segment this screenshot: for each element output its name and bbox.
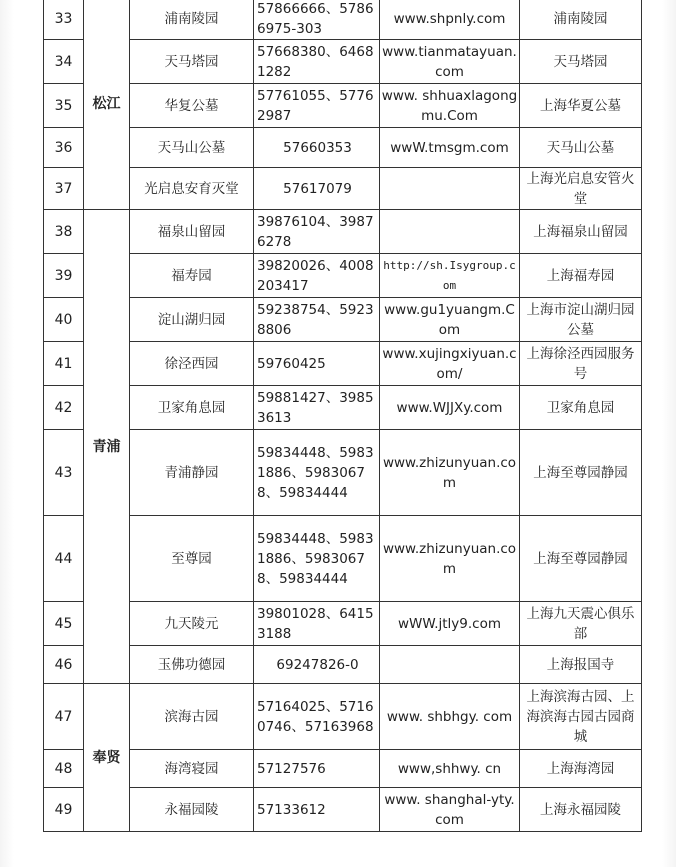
phone-cell: 39820026、4008203417 — [254, 254, 380, 298]
row-number: 37 — [44, 168, 84, 210]
cemetery-table — [43, 0, 642, 832]
row-number: 44 — [44, 516, 84, 602]
operator-cell: 上海至尊园静园 — [520, 430, 642, 516]
cemetery-name: 徐泾西园 — [130, 342, 254, 386]
operator-cell: 上海市淀山湖归园公墓 — [520, 298, 642, 342]
operator-cell: 卫家角息园 — [520, 386, 642, 430]
phone-cell: 57127576 — [254, 750, 380, 788]
operator-cell: 上海徐泾西园服务号 — [520, 342, 642, 386]
district-cell: 青浦 — [84, 210, 130, 684]
row-number: 47 — [44, 684, 84, 750]
cemetery-name: 浦南陵园 — [130, 0, 254, 40]
phone-cell: 57660353 — [254, 128, 380, 168]
operator-cell: 上海九天震心俱乐部 — [520, 602, 642, 646]
table-row — [44, 516, 642, 602]
right-shadow — [662, 0, 676, 867]
row-number: 43 — [44, 430, 84, 516]
phone-cell: 57866666、57866975-303 — [254, 0, 380, 40]
table-row — [44, 168, 642, 210]
district-cell: 奉贤 — [84, 684, 130, 832]
operator-cell: 上海报国寺 — [520, 646, 642, 684]
table-row — [44, 342, 642, 386]
row-number: 48 — [44, 750, 84, 788]
phone-cell: 59238754、59238806 — [254, 298, 380, 342]
row-number: 45 — [44, 602, 84, 646]
cemetery-name: 滨海古园 — [130, 684, 254, 750]
cemetery-name: 福泉山留园 — [130, 210, 254, 254]
website-cell: www. shanghal-yty.com — [380, 788, 520, 832]
cemetery-name: 永福园陵 — [130, 788, 254, 832]
website-cell: www,shhwy. cn — [380, 750, 520, 788]
table-row — [44, 0, 642, 40]
row-number: 36 — [44, 128, 84, 168]
website-cell: www.WJJXy.com — [380, 386, 520, 430]
table-row — [44, 430, 642, 516]
row-number: 39 — [44, 254, 84, 298]
cemetery-name: 天马塔园 — [130, 40, 254, 84]
phone-cell: 69247826-0 — [254, 646, 380, 684]
cemetery-name: 至尊园 — [130, 516, 254, 602]
cemetery-name: 玉佛功德园 — [130, 646, 254, 684]
district-cell: 松江 — [84, 0, 130, 210]
cemetery-name: 青浦静园 — [130, 430, 254, 516]
table-row — [44, 646, 642, 684]
left-shadow — [0, 0, 14, 867]
row-number: 40 — [44, 298, 84, 342]
cemetery-name: 光启息安育灭堂 — [130, 168, 254, 210]
row-number: 35 — [44, 84, 84, 128]
website-cell: www.zhizunyuan.com — [380, 516, 520, 602]
table-row — [44, 788, 642, 832]
table-row — [44, 128, 642, 168]
website-cell: www.tianmatayuan.com — [380, 40, 520, 84]
phone-cell: 57133612 — [254, 788, 380, 832]
table-row — [44, 84, 642, 128]
website-cell — [380, 168, 520, 210]
cemetery-name: 福寿园 — [130, 254, 254, 298]
table-row — [44, 602, 642, 646]
operator-cell: 天马山公墓 — [520, 128, 642, 168]
table-row — [44, 298, 642, 342]
phone-cell: 57617079 — [254, 168, 380, 210]
operator-cell: 天马塔园 — [520, 40, 642, 84]
operator-cell: 上海永福园陵 — [520, 788, 642, 832]
website-cell — [380, 210, 520, 254]
row-number: 49 — [44, 788, 84, 832]
operator-cell: 上海海湾园 — [520, 750, 642, 788]
row-number: 41 — [44, 342, 84, 386]
table-row — [44, 254, 642, 298]
cemetery-name: 天马山公墓 — [130, 128, 254, 168]
cemetery-name: 九天陵元 — [130, 602, 254, 646]
phone-cell: 59834448、59831886、59830678、59834444 — [254, 430, 380, 516]
operator-cell: 上海华夏公墓 — [520, 84, 642, 128]
table-row — [44, 386, 642, 430]
phone-cell: 57668380、64681282 — [254, 40, 380, 84]
website-cell: www.gu1yuangm.Com — [380, 298, 520, 342]
cemetery-name: 淀山湖归园 — [130, 298, 254, 342]
website-cell: www.shpnly.com — [380, 0, 520, 40]
website-cell: www.zhizunyuan.com — [380, 430, 520, 516]
cemetery-name: 海湾寝园 — [130, 750, 254, 788]
phone-cell: 39801028、64153188 — [254, 602, 380, 646]
row-number: 38 — [44, 210, 84, 254]
phone-cell: 59881427、39853613 — [254, 386, 380, 430]
operator-cell: 上海滨海古园、上海滨海古园古园商城 — [520, 684, 642, 750]
website-cell: www. shbhgy. com — [380, 684, 520, 750]
table-row — [44, 684, 642, 750]
table-row — [44, 750, 642, 788]
operator-cell: 浦南陵园 — [520, 0, 642, 40]
phone-cell: 39876104、39876278 — [254, 210, 380, 254]
row-number: 33 — [44, 0, 84, 40]
row-number: 46 — [44, 646, 84, 684]
website-cell — [380, 646, 520, 684]
website-cell: http://sh.Isygroup.com — [380, 254, 520, 298]
phone-cell: 57761055、57762987 — [254, 84, 380, 128]
website-cell: wwW.tmsgm.com — [380, 128, 520, 168]
phone-cell: 59760425 — [254, 342, 380, 386]
row-number: 34 — [44, 40, 84, 84]
cemetery-name: 华复公墓 — [130, 84, 254, 128]
phone-cell: 59834448、59831886、59830678、59834444 — [254, 516, 380, 602]
table-row — [44, 40, 642, 84]
operator-cell: 上海光启息安管火堂 — [520, 168, 642, 210]
operator-cell: 上海至尊园静园 — [520, 516, 642, 602]
operator-cell: 上海福寿园 — [520, 254, 642, 298]
table-row — [44, 210, 642, 254]
row-number: 42 — [44, 386, 84, 430]
website-cell: wWW.jtly9.com — [380, 602, 520, 646]
website-cell: www. shhuaxlagongmu.Com — [380, 84, 520, 128]
website-cell: www.xujingxiyuan.com/ — [380, 342, 520, 386]
phone-cell: 57164025、57160746、57163968 — [254, 684, 380, 750]
cemetery-name: 卫家角息园 — [130, 386, 254, 430]
operator-cell: 上海福泉山留园 — [520, 210, 642, 254]
